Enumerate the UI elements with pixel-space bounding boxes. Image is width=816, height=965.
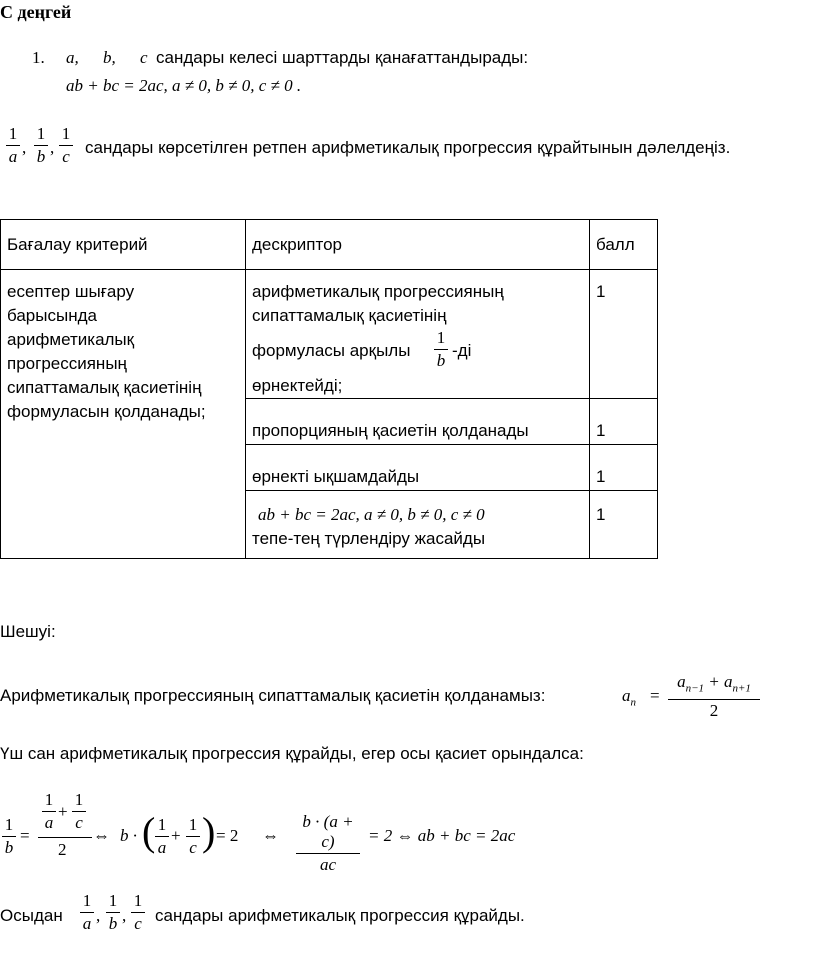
comma: , bbox=[96, 906, 101, 925]
eq-fraction-1-c-2: 1 c bbox=[186, 815, 200, 858]
descriptor-formula-line: формуласы арқылы 1 b -ді bbox=[252, 328, 472, 370]
descriptor-cell: пропорцияның қасиетін қолданады bbox=[246, 399, 590, 445]
task-var-a: a, bbox=[66, 48, 79, 67]
task-var-c: c bbox=[140, 48, 148, 67]
conclusion-prefix: Осыдан bbox=[0, 906, 63, 925]
left-paren: ( bbox=[142, 809, 156, 854]
eq-plus-2: + bbox=[171, 826, 181, 845]
conclusion-text: сандары арифметикалық прогрессия құрайды. bbox=[155, 906, 525, 925]
property-equals: = bbox=[650, 686, 660, 705]
task-fraction-1-a: 1 a bbox=[6, 124, 20, 167]
criterion-line: барысында bbox=[7, 306, 97, 325]
comma: , bbox=[22, 138, 27, 157]
conclusion-fraction-1-c: 1 c bbox=[131, 891, 145, 934]
descriptor-cell bbox=[246, 270, 590, 399]
score-cell: 1 bbox=[590, 270, 658, 399]
solution-title: Шешуі: bbox=[0, 622, 56, 641]
comma: , bbox=[122, 906, 127, 925]
conclusion-fraction-1-b: 1 b bbox=[106, 891, 120, 934]
fraction-1-b: 1 b bbox=[434, 328, 448, 371]
eq-fraction-b-a-plus-c: b · (a + c) ac bbox=[296, 812, 360, 875]
task-prove-text: сандары көрсетілген ретпен арифметикалық прогрессия құрайтынын дәлелдеңіз. bbox=[85, 138, 731, 157]
task-fraction-1-c: 1 c bbox=[59, 124, 73, 167]
assessment-table bbox=[0, 219, 658, 559]
header-descriptor: дескриптор bbox=[246, 220, 590, 270]
eq-fraction-1-a-2: 1 a bbox=[155, 815, 169, 858]
task-equation: ab + bc = 2ac, a ≠ 0, b ≠ 0, c ≠ 0 . bbox=[66, 76, 302, 95]
eq-final: = 2 ⇔ ab + bc = 2ac bbox=[368, 826, 516, 845]
score-cell: 1 bbox=[590, 445, 658, 491]
descriptor-cell bbox=[246, 491, 590, 559]
table-row bbox=[1, 270, 658, 399]
task-number: 1. bbox=[32, 48, 45, 67]
task-fraction-1-b: 1 b bbox=[34, 124, 48, 167]
eq-iff: ⇔ bbox=[93, 826, 110, 845]
solution-line-1: Арифметикалық прогрессияның сипаттамалық қасиетін қолданамыз: bbox=[0, 686, 546, 705]
descriptor-formula: ab + bc = 2ac, a ≠ 0, b ≠ 0, c ≠ 0 bbox=[258, 505, 485, 524]
criterion-line: есептер шығару bbox=[7, 282, 135, 301]
property-fraction: $a_{n-1} + a_{n+1}$ 2 bbox=[668, 672, 760, 721]
score-cell: 1 bbox=[590, 491, 658, 559]
eq-fraction-1-b: 1 b bbox=[2, 815, 16, 858]
descriptor-line: арифметикалық прогрессияның bbox=[252, 282, 504, 301]
right-paren: ) bbox=[202, 809, 216, 854]
criterion-line: сипаттамалық қасиетінің bbox=[7, 378, 202, 397]
comma: , bbox=[50, 138, 55, 157]
header-score: балл bbox=[590, 220, 658, 270]
criterion-cell bbox=[1, 270, 246, 559]
section-heading: С деңгей bbox=[0, 2, 72, 22]
eq-iff-2: ⇔ bbox=[262, 826, 279, 845]
descriptor-line: тепе-тең түрлендіру жасайды bbox=[252, 529, 486, 548]
eq-compound-fraction bbox=[38, 790, 94, 860]
eq-b-dot: b · bbox=[120, 826, 137, 845]
score-cell: 1 bbox=[590, 399, 658, 445]
eq-equals-2: = 2 bbox=[216, 826, 239, 845]
task-condition-text: сандары келесі шарттарды қанағаттандырады: bbox=[156, 48, 529, 67]
header-criterion: Бағалау критерий bbox=[1, 220, 246, 270]
eq-fraction-1-a: 1 a bbox=[42, 790, 56, 833]
eq-denominator-2: 2 bbox=[58, 840, 67, 859]
eq-equals: = bbox=[20, 826, 30, 845]
solution-line-2: Үш сан арифметикалық прогрессия құрайды, егер осы қасиет орындалса: bbox=[0, 744, 584, 763]
conclusion-fraction-1-a: 1 a bbox=[80, 891, 94, 934]
eq-main-bar bbox=[38, 837, 92, 838]
property-lhs: $a_n$ bbox=[622, 686, 636, 709]
task-var-b: b, bbox=[103, 48, 116, 67]
table-header-row bbox=[1, 220, 658, 270]
eq-fraction-1-c: 1 c bbox=[72, 790, 86, 833]
eq-plus: + bbox=[58, 802, 68, 821]
criterion-line: арифметикалық bbox=[7, 330, 135, 349]
descriptor-line: өрнектейді; bbox=[252, 376, 343, 395]
descriptor-line: сипаттамалық қасиетінің bbox=[252, 306, 447, 325]
criterion-line: прогрессияның bbox=[7, 354, 127, 373]
descriptor-cell: өрнекті ықшамдайды bbox=[246, 445, 590, 491]
criterion-line: формуласын қолданады; bbox=[7, 402, 206, 421]
